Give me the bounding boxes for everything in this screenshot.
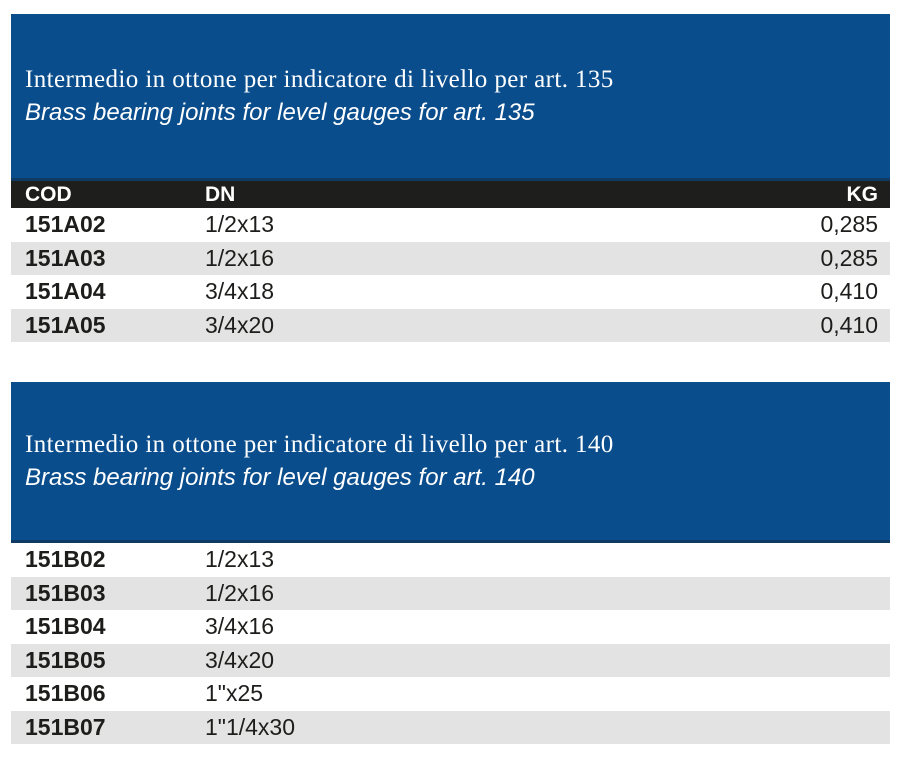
cell-cod: 151B02 xyxy=(25,546,106,573)
section-title-italian: Intermedio in ottone per indicatore di livello per art. 135 xyxy=(25,66,614,94)
product-section-art-135 xyxy=(11,14,890,342)
cell-cod: 151B05 xyxy=(25,646,106,673)
product-section-art-140 xyxy=(11,382,890,744)
cell-dn: 3/4x18 xyxy=(205,278,275,305)
cell-dn: 1"1/4x30 xyxy=(205,713,296,740)
column-header-dn: DN xyxy=(205,182,236,206)
cell-cod: 151B07 xyxy=(25,713,106,740)
cell-dn: 3/4x16 xyxy=(205,613,275,640)
cell-kg: 0,285 xyxy=(820,244,878,271)
cell-cod: 151B06 xyxy=(25,680,106,707)
table-row xyxy=(11,711,890,745)
cell-dn: 1/2x13 xyxy=(205,546,275,573)
cell-dn: 1"x25 xyxy=(205,680,264,707)
cell-dn: 1/2x16 xyxy=(205,244,275,271)
section-title-english: Brass bearing joints for level gauges for art. 140 xyxy=(25,463,535,491)
table-body-art-135 xyxy=(11,208,890,342)
page-content xyxy=(11,14,890,744)
section-header-panel xyxy=(11,14,890,181)
cell-dn: 3/4x20 xyxy=(205,646,275,673)
table-row xyxy=(11,577,890,611)
column-header-cod: COD xyxy=(25,182,72,206)
table-column-header xyxy=(11,181,890,208)
cell-cod: 151A03 xyxy=(25,244,106,271)
table-row xyxy=(11,644,890,678)
section-title-italian: Intermedio in ottone per indicatore di livello per art. 140 xyxy=(25,431,614,459)
section-header-panel xyxy=(11,382,890,543)
table-row xyxy=(11,543,890,577)
table-row xyxy=(11,275,890,309)
cell-kg: 0,410 xyxy=(820,278,878,305)
table-row xyxy=(11,242,890,276)
cell-cod: 151B04 xyxy=(25,613,106,640)
cell-cod: 151A04 xyxy=(25,278,106,305)
cell-dn: 3/4x20 xyxy=(205,311,275,338)
cell-cod: 151A02 xyxy=(25,211,106,238)
cell-dn: 1/2x13 xyxy=(205,211,275,238)
cell-cod: 151A05 xyxy=(25,311,106,338)
table-row xyxy=(11,309,890,343)
cell-cod: 151B03 xyxy=(25,579,106,606)
table-row xyxy=(11,610,890,644)
table-row xyxy=(11,677,890,711)
table-body-art-140 xyxy=(11,543,890,744)
column-header-kg: KG xyxy=(846,182,878,206)
cell-kg: 0,285 xyxy=(820,211,878,238)
cell-dn: 1/2x16 xyxy=(205,579,275,606)
section-title-english: Brass bearing joints for level gauges for art. 135 xyxy=(25,98,535,126)
cell-kg: 0,410 xyxy=(820,311,878,338)
table-row xyxy=(11,208,890,242)
